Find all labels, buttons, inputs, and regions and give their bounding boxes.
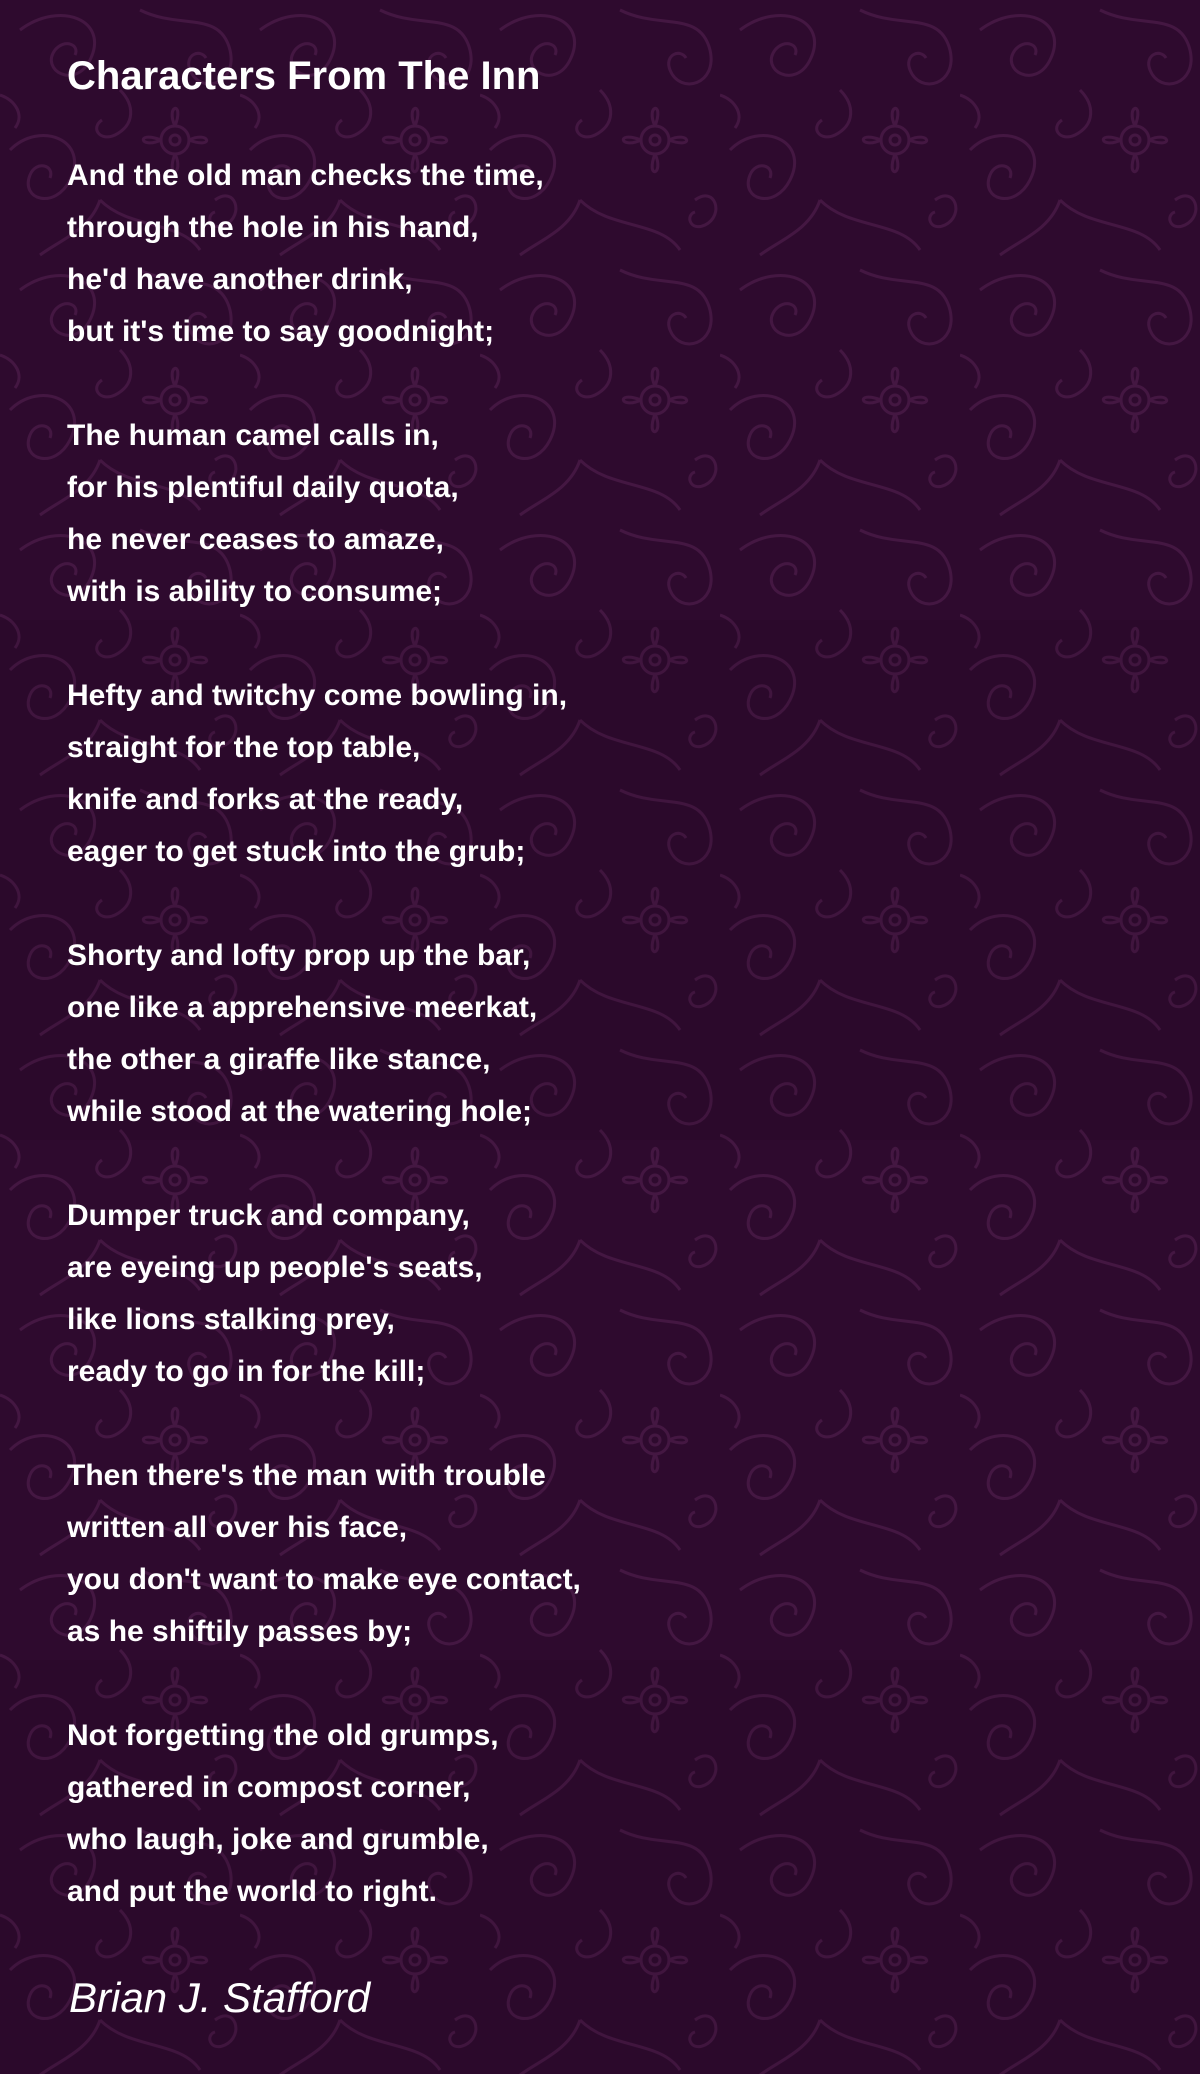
poem-line: Not forgetting the old grumps, <box>67 1719 499 1752</box>
poem-line: for his plentiful daily quota, <box>67 471 459 504</box>
poem-line: who laugh, joke and grumble, <box>67 1823 489 1856</box>
stanza <box>67 1190 1147 1450</box>
poem-line: Hefty and twitchy come bowling in, <box>67 679 568 712</box>
poem-line: eager to get stuck into the grub; <box>67 835 526 868</box>
poem-title: Characters From The Inn <box>67 54 541 98</box>
stanza <box>67 150 1147 410</box>
poem-line: you don't want to make eye contact, <box>67 1563 581 1596</box>
poem-author: Brian J. Stafford <box>69 1974 371 2021</box>
poem-body <box>67 150 1147 1970</box>
poem-line: Shorty and lofty prop up the bar, <box>67 939 531 972</box>
poem-line: Dumper truck and company, <box>67 1199 470 1232</box>
stanza <box>67 410 1147 670</box>
poem-line: like lions stalking prey, <box>67 1303 395 1336</box>
poem-line: And the old man checks the time, <box>67 159 544 192</box>
poem-line: as he shiftily passes by; <box>67 1615 413 1648</box>
poem-line: while stood at the watering hole; <box>67 1095 533 1128</box>
stanza <box>67 670 1147 930</box>
stanza <box>67 1710 1147 1970</box>
poem-line: but it's time to say goodnight; <box>67 315 495 348</box>
poem-line: he'd have another drink, <box>67 263 413 296</box>
poem-line: he never ceases to amaze, <box>67 523 444 556</box>
poem-line: with is ability to consume; <box>67 575 443 608</box>
poem-line: written all over his face, <box>67 1511 408 1544</box>
poem-line: are eyeing up people's seats, <box>67 1251 483 1284</box>
poem-line: The human camel calls in, <box>67 419 439 452</box>
poem-line: the other a giraffe like stance, <box>67 1043 491 1076</box>
poem-line: gathered in compost corner, <box>67 1771 471 1804</box>
poem-line: one like a apprehensive meerkat, <box>67 991 538 1024</box>
poem-line: through the hole in his hand, <box>67 211 479 244</box>
poem-line: Then there's the man with trouble <box>67 1459 546 1492</box>
poem-line: and put the world to right. <box>67 1875 437 1908</box>
poem-line: straight for the top table, <box>67 731 421 764</box>
stanza <box>67 930 1147 1190</box>
stanza <box>67 1450 1147 1710</box>
poem-line: knife and forks at the ready, <box>67 783 464 816</box>
poem-line: ready to go in for the kill; <box>67 1355 426 1388</box>
